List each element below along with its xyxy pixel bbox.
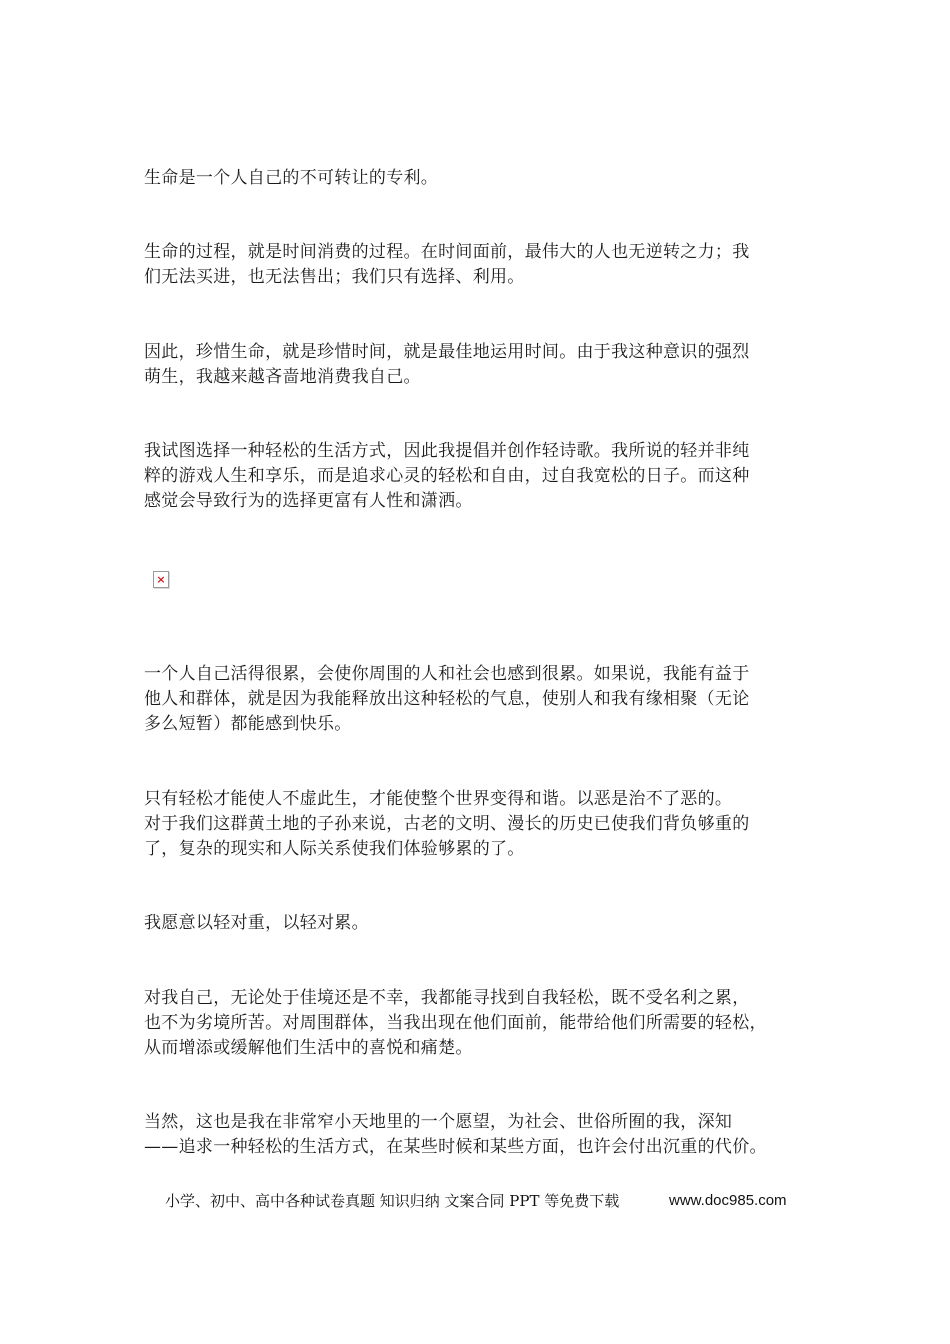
paragraph-line: 们无法买进，也无法售出；我们只有选择、利用。	[144, 267, 525, 287]
paragraph-line: 生命的过程，就是时间消费的过程。在时间面前，最伟大的人也无逆转之力；我	[144, 242, 750, 262]
paragraph-line: 我愿意以轻对重，以轻对累。	[144, 913, 369, 933]
paragraph-line: 一个人自己活得很累，会使你周围的人和社会也感到很累。如果说，我能有益于	[144, 664, 750, 684]
paragraph-line: 多么短暂）都能感到快乐。	[144, 714, 352, 734]
broken-image-x: ×	[156, 573, 166, 586]
paragraph-9	[144, 1110, 816, 1160]
paragraph-line: 只有轻松才能使人不虚此生，才能使整个世界变得和谐。以恶是治不了恶的。	[144, 789, 733, 809]
paragraph-1	[144, 166, 816, 191]
paragraph-4	[144, 439, 816, 514]
paragraph-line: 了，复杂的现实和人际关系使我们体验够累的了。	[144, 839, 525, 859]
paragraph-7	[144, 911, 816, 936]
paragraph-line: 也不为劣境所苦。对周围群体，当我出现在他们面前，能带给他们所需要的轻松，	[144, 1013, 767, 1033]
footer-text: 小学、初中、高中各种试卷真题 知识归纳 文案合同 PPT 等免费下载	[165, 1192, 620, 1210]
paragraph-line: 萌生，我越来越吝啬地消费我自己。	[144, 367, 421, 387]
footer-website-link[interactable]: www.doc985.com	[669, 1192, 787, 1209]
paragraph-line: 当然，这也是我在非常窄小天地里的一个愿望，为社会、世俗所囿的我，深知	[144, 1112, 733, 1132]
paragraph-8	[144, 986, 816, 1061]
paragraph-3	[144, 340, 816, 390]
paragraph-line: 他人和群体，就是因为我能释放出这种轻松的气息，使别人和我有缘相聚（无论	[144, 689, 750, 709]
paragraph-line: 对于我们这群黄土地的子孙来说，古老的文明、漫长的历史已使我们背负够重的	[144, 814, 750, 834]
paragraph-line: 因此，珍惜生命，就是珍惜时间，就是最佳地运用时间。由于我这种意识的强烈	[144, 342, 750, 362]
paragraph-line: ——追求一种轻松的生活方式，在某些时候和某些方面，也许会付出沉重的代价。	[144, 1137, 767, 1157]
broken-image-icon	[153, 571, 169, 588]
paragraph-line: 感觉会导致行为的选择更富有人性和潇洒。	[144, 491, 473, 511]
paragraph-line: 我试图选择一种轻松的生活方式，因此我提倡并创作轻诗歌。我所说的轻并非纯	[144, 441, 750, 461]
paragraph-2	[144, 240, 816, 290]
paragraph-line: 对我自己，无论处于佳境还是不幸，我都能寻找到自我轻松，既不受名利之累，	[144, 988, 750, 1008]
paragraph-line: 从而增添或缓解他们生活中的喜悦和痛楚。	[144, 1038, 473, 1058]
paragraph-line: 生命是一个人自己的不可转让的专利。	[144, 168, 439, 188]
paragraph-6	[144, 787, 816, 862]
paragraph-5	[144, 662, 816, 737]
paragraph-line: 粹的游戏人生和享乐，而是追求心灵的轻松和自由，过自我宽松的日子。而这种	[144, 466, 750, 486]
